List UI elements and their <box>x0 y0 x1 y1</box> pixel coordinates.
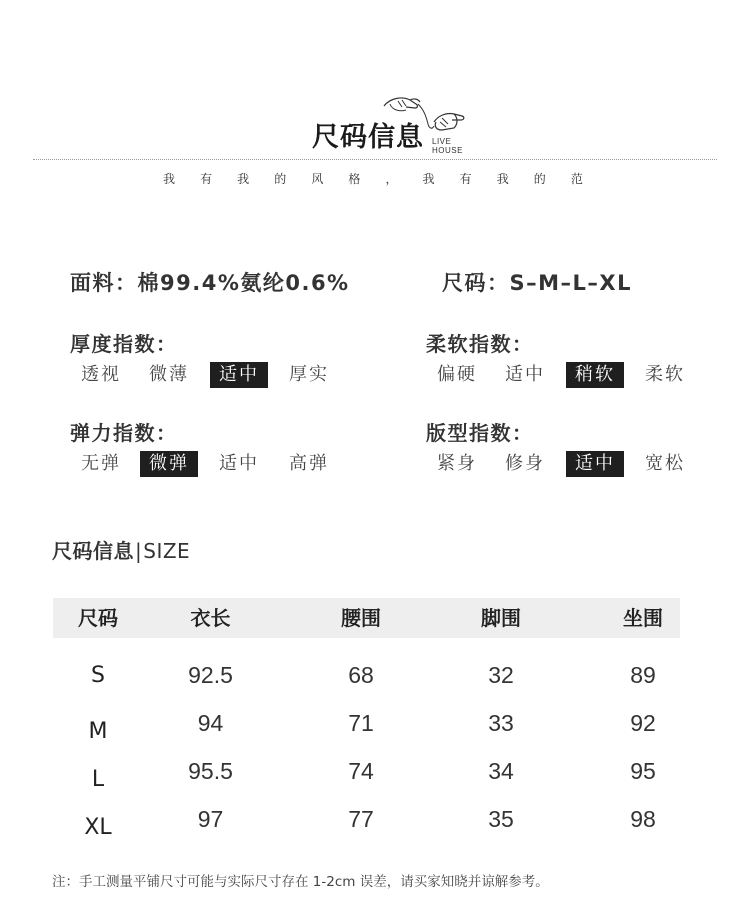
index-option: 适中 <box>210 362 268 388</box>
table-row <box>53 703 680 751</box>
index-option: 无弹 <box>81 453 121 474</box>
slogan-char: 的 <box>274 172 287 186</box>
index-option: 适中 <box>566 451 624 477</box>
size-range: 尺码：S–M–L–XL <box>442 271 632 295</box>
index-option: 修身 <box>505 453 545 474</box>
table-row <box>53 655 680 703</box>
waist-cell: 77 <box>348 806 374 832</box>
column-header: 腰围 <box>341 606 381 630</box>
index-option: 微弹 <box>140 451 198 477</box>
index-option: 适中 <box>219 453 259 474</box>
waist-cell: 71 <box>348 710 374 736</box>
waist-cell: 74 <box>348 758 374 784</box>
slogan-char: 我 <box>422 172 435 186</box>
fit-index <box>426 420 726 474</box>
index-option: 宽松 <box>645 453 685 474</box>
index-title: 弹力指数： <box>70 421 178 445</box>
size-cell: XL <box>84 815 112 840</box>
page-title: 尺码信息 <box>312 122 424 153</box>
column-header: 坐围 <box>623 606 663 630</box>
fabric-composition: 面料：棉99.4%氨纶0.6% <box>70 271 350 295</box>
column-header: 尺码 <box>78 606 118 630</box>
slogan-char: 我 <box>237 172 250 186</box>
softness-index <box>426 331 726 385</box>
index-option: 高弹 <box>289 453 329 474</box>
length-cell: 94 <box>197 710 224 736</box>
hem-cell: 32 <box>488 662 514 688</box>
index-options <box>426 451 726 477</box>
length-cell: 97 <box>197 806 224 832</box>
hip-cell: 98 <box>630 806 656 832</box>
size-table-title <box>52 537 190 565</box>
hip-cell: 95 <box>630 758 656 784</box>
column-header: 脚围 <box>481 606 521 630</box>
size-table-title-cn: 尺码信息 <box>52 539 134 563</box>
size-table-title-en: SIZE <box>143 539 191 563</box>
hip-cell: 89 <box>630 662 656 688</box>
slogan-char: 的 <box>533 172 546 186</box>
slogan-char: 我 <box>496 172 509 186</box>
index-options <box>426 362 726 388</box>
size-table-body <box>53 655 680 855</box>
slogan-char: 格 <box>348 172 361 186</box>
column-header: 衣长 <box>190 606 231 630</box>
index-option: 紧身 <box>437 453 477 474</box>
hem-cell: 35 <box>488 806 514 832</box>
length-cell: 92.5 <box>188 662 233 688</box>
brand-wordmark: LIVE HOUSE <box>432 137 463 155</box>
table-row <box>53 799 680 847</box>
index-option: 偏硬 <box>437 364 477 385</box>
index-options <box>70 451 370 477</box>
title-separator: | <box>135 539 143 563</box>
index-options <box>70 362 370 388</box>
dotted-divider <box>33 159 717 160</box>
size-cell: L <box>91 767 105 792</box>
slogan-char: 范 <box>570 172 583 186</box>
slogan-char: ， <box>385 172 398 186</box>
measurement-note: 注：手工测量平铺尺寸可能与实际尺寸存在 1-2cm 误差，请买家知晓并谅解参考。 <box>52 874 549 890</box>
index-title: 厚度指数： <box>70 332 178 356</box>
hip-cell: 92 <box>630 710 656 736</box>
index-option: 柔软 <box>645 364 685 385</box>
size-cell: M <box>88 719 108 744</box>
slogan-char: 风 <box>311 172 324 186</box>
index-option: 微薄 <box>149 364 189 385</box>
length-cell: 95.5 <box>188 758 233 784</box>
index-option: 适中 <box>505 364 545 385</box>
slogan-char: 有 <box>200 172 213 186</box>
index-option: 稍软 <box>566 362 624 388</box>
thickness-index <box>70 331 370 385</box>
waist-cell: 68 <box>348 662 374 688</box>
index-title: 版型指数： <box>426 421 534 445</box>
size-table-header <box>53 598 680 638</box>
slogan-char: 有 <box>459 172 472 186</box>
table-row <box>53 751 680 799</box>
index-option: 透视 <box>81 364 121 385</box>
index-option: 厚实 <box>289 364 329 385</box>
hem-cell: 33 <box>488 710 514 736</box>
slogan-char: 我 <box>163 172 176 186</box>
size-cell: S <box>91 663 105 688</box>
hem-cell: 34 <box>488 758 514 784</box>
index-title: 柔软指数： <box>426 332 534 356</box>
elasticity-index <box>70 420 370 474</box>
slogan <box>163 171 583 187</box>
